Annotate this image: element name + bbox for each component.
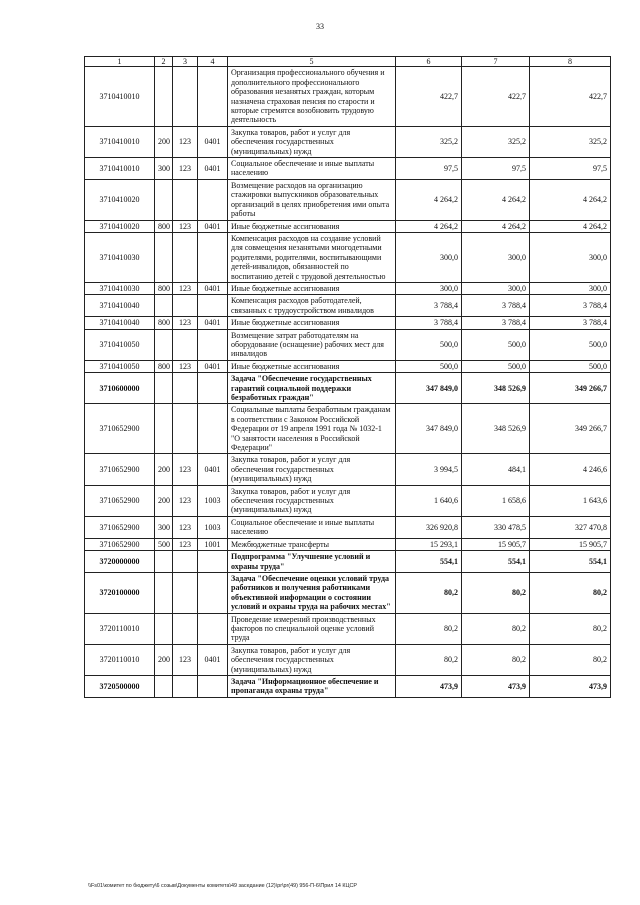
item-name-cell: Закупка товаров, работ и услуг для обеспечения государственных (муниципальных) нужд bbox=[228, 485, 396, 516]
amount-year1-cell: 422,7 bbox=[396, 67, 462, 126]
department-code-cell bbox=[173, 179, 198, 220]
table-row bbox=[85, 404, 611, 454]
amount-year3-cell: 473,9 bbox=[530, 675, 611, 697]
section-code-cell: 0401 bbox=[198, 317, 228, 329]
expense-type-cell bbox=[155, 329, 173, 360]
classifier-code-cell: 3710410020 bbox=[85, 220, 155, 232]
department-code-cell: 123 bbox=[173, 126, 198, 157]
amount-year2-cell: 3 788,4 bbox=[462, 295, 530, 317]
footer-file-path: \\Fs01\комитет по бюджету\6 созыв\Документы комитета\49 заседание (12)\pr\pr(49) 956-П-6\Прил 14 КЦСР bbox=[88, 883, 357, 889]
column-header: 6 bbox=[396, 57, 462, 67]
section-code-cell: 0401 bbox=[198, 158, 228, 180]
amount-year3-cell: 4 264,2 bbox=[530, 220, 611, 232]
item-name-cell: Социальное обеспечение и иные выплаты населению bbox=[228, 516, 396, 538]
amount-year3-cell: 554,1 bbox=[530, 551, 611, 573]
section-code-cell: 0401 bbox=[198, 220, 228, 232]
column-header: 2 bbox=[155, 57, 173, 67]
amount-year3-cell: 80,2 bbox=[530, 613, 611, 644]
table-row bbox=[85, 282, 611, 294]
classifier-code-cell: 3720110010 bbox=[85, 613, 155, 644]
expense-type-cell: 300 bbox=[155, 516, 173, 538]
department-code-cell bbox=[173, 404, 198, 454]
item-name-cell: Иные бюджетные ассигнования bbox=[228, 317, 396, 329]
classifier-code-cell: 3720110010 bbox=[85, 644, 155, 675]
classifier-code-cell: 3710410030 bbox=[85, 232, 155, 282]
department-code-cell: 123 bbox=[173, 454, 198, 485]
expense-type-cell bbox=[155, 232, 173, 282]
amount-year2-cell: 330 478,5 bbox=[462, 516, 530, 538]
amount-year1-cell: 4 264,2 bbox=[396, 179, 462, 220]
item-name-cell: Иные бюджетные ассигнования bbox=[228, 282, 396, 294]
item-name-cell: Закупка товаров, работ и услуг для обеспечения государственных (муниципальных) нужд bbox=[228, 644, 396, 675]
amount-year1-cell: 300,0 bbox=[396, 232, 462, 282]
amount-year1-cell: 325,2 bbox=[396, 126, 462, 157]
table-body bbox=[85, 67, 611, 697]
amount-year3-cell: 325,2 bbox=[530, 126, 611, 157]
amount-year2-cell: 97,5 bbox=[462, 158, 530, 180]
table-row bbox=[85, 373, 611, 404]
expense-type-cell: 200 bbox=[155, 485, 173, 516]
amount-year1-cell: 97,5 bbox=[396, 158, 462, 180]
department-code-cell: 123 bbox=[173, 485, 198, 516]
item-name-cell: Социальные выплаты безработным гражданам в соответствии с Законом Российской Федерации от 19 апреля 1991 года № 1032-1 "О занятости населения в Российской Федерации" bbox=[228, 404, 396, 454]
item-name-cell: Межбюджетные трансферты bbox=[228, 538, 396, 550]
table-row bbox=[85, 317, 611, 329]
item-name-cell: Закупка товаров, работ и услуг для обеспечения государственных (муниципальных) нужд bbox=[228, 454, 396, 485]
amount-year1-cell: 326 920,8 bbox=[396, 516, 462, 538]
column-header: 3 bbox=[173, 57, 198, 67]
amount-year3-cell: 80,2 bbox=[530, 644, 611, 675]
amount-year2-cell: 348 526,9 bbox=[462, 373, 530, 404]
budget-table bbox=[84, 56, 611, 698]
department-code-cell: 123 bbox=[173, 360, 198, 372]
section-code-cell: 1003 bbox=[198, 485, 228, 516]
classifier-code-cell: 3710410030 bbox=[85, 282, 155, 294]
expense-type-cell bbox=[155, 179, 173, 220]
amount-year1-cell: 1 640,6 bbox=[396, 485, 462, 516]
department-code-cell: 123 bbox=[173, 538, 198, 550]
section-code-cell: 1001 bbox=[198, 538, 228, 550]
amount-year1-cell: 300,0 bbox=[396, 282, 462, 294]
item-name-cell: Задача "Обеспечение государственных гарантий социальной поддержки безработных граждан" bbox=[228, 373, 396, 404]
amount-year1-cell: 3 994,5 bbox=[396, 454, 462, 485]
expense-type-cell: 500 bbox=[155, 538, 173, 550]
classifier-code-cell: 3720100000 bbox=[85, 572, 155, 613]
department-code-cell: 123 bbox=[173, 516, 198, 538]
expense-type-cell bbox=[155, 67, 173, 126]
table-row bbox=[85, 232, 611, 282]
amount-year2-cell: 500,0 bbox=[462, 329, 530, 360]
amount-year2-cell: 300,0 bbox=[462, 282, 530, 294]
expense-type-cell: 800 bbox=[155, 282, 173, 294]
table-row bbox=[85, 67, 611, 126]
amount-year2-cell: 15 905,7 bbox=[462, 538, 530, 550]
amount-year3-cell: 15 905,7 bbox=[530, 538, 611, 550]
section-code-cell bbox=[198, 295, 228, 317]
item-name-cell: Возмещение затрат работодателям на оборудование (оснащение) рабочих мест для инвалидов bbox=[228, 329, 396, 360]
column-header: 7 bbox=[462, 57, 530, 67]
amount-year1-cell: 4 264,2 bbox=[396, 220, 462, 232]
amount-year1-cell: 80,2 bbox=[396, 613, 462, 644]
amount-year2-cell: 4 264,2 bbox=[462, 220, 530, 232]
section-code-cell: 1003 bbox=[198, 516, 228, 538]
amount-year2-cell: 4 264,2 bbox=[462, 179, 530, 220]
item-name-cell: Организация профессионального обучения и дополнительного профессионального образования незанятых граждан, которым назначена страховая пенсия по старости и которые стремятся возобновить трудовую деятельность bbox=[228, 67, 396, 126]
expense-type-cell bbox=[155, 572, 173, 613]
classifier-code-cell: 3710652900 bbox=[85, 454, 155, 485]
amount-year2-cell: 484,1 bbox=[462, 454, 530, 485]
amount-year3-cell: 4 246,6 bbox=[530, 454, 611, 485]
table-row bbox=[85, 295, 611, 317]
table-row bbox=[85, 126, 611, 157]
classifier-code-cell: 3710410040 bbox=[85, 295, 155, 317]
item-name-cell: Проведение измерений производственных факторов по специальной оценке условий труда bbox=[228, 613, 396, 644]
amount-year3-cell: 500,0 bbox=[530, 329, 611, 360]
department-code-cell: 123 bbox=[173, 317, 198, 329]
table-row bbox=[85, 613, 611, 644]
department-code-cell: 123 bbox=[173, 220, 198, 232]
department-code-cell: 123 bbox=[173, 282, 198, 294]
section-code-cell bbox=[198, 179, 228, 220]
table-row bbox=[85, 220, 611, 232]
classifier-code-cell: 3710410010 bbox=[85, 158, 155, 180]
expense-type-cell: 300 bbox=[155, 158, 173, 180]
expense-type-cell bbox=[155, 551, 173, 573]
table-row bbox=[85, 516, 611, 538]
item-name-cell: Иные бюджетные ассигнования bbox=[228, 220, 396, 232]
amount-year3-cell: 300,0 bbox=[530, 282, 611, 294]
department-code-cell bbox=[173, 675, 198, 697]
table-row bbox=[85, 644, 611, 675]
amount-year3-cell: 500,0 bbox=[530, 360, 611, 372]
amount-year1-cell: 554,1 bbox=[396, 551, 462, 573]
amount-year2-cell: 554,1 bbox=[462, 551, 530, 573]
amount-year3-cell: 4 264,2 bbox=[530, 179, 611, 220]
table-row bbox=[85, 485, 611, 516]
item-name-cell: Компенсация расходов работодателей, связанных с трудоустройством инвалидов bbox=[228, 295, 396, 317]
amount-year1-cell: 3 788,4 bbox=[396, 295, 462, 317]
section-code-cell: 0401 bbox=[198, 282, 228, 294]
amount-year1-cell: 80,2 bbox=[396, 644, 462, 675]
department-code-cell: 123 bbox=[173, 158, 198, 180]
table-row bbox=[85, 551, 611, 573]
department-code-cell bbox=[173, 232, 198, 282]
section-code-cell bbox=[198, 232, 228, 282]
expense-type-cell bbox=[155, 373, 173, 404]
amount-year2-cell: 80,2 bbox=[462, 613, 530, 644]
table-row bbox=[85, 158, 611, 180]
amount-year3-cell: 327 470,8 bbox=[530, 516, 611, 538]
expense-type-cell bbox=[155, 613, 173, 644]
table-row bbox=[85, 360, 611, 372]
amount-year3-cell: 422,7 bbox=[530, 67, 611, 126]
section-code-cell bbox=[198, 404, 228, 454]
department-code-cell bbox=[173, 551, 198, 573]
amount-year1-cell: 347 849,0 bbox=[396, 373, 462, 404]
item-name-cell: Социальное обеспечение и иные выплаты населению bbox=[228, 158, 396, 180]
expense-type-cell: 200 bbox=[155, 126, 173, 157]
amount-year1-cell: 3 788,4 bbox=[396, 317, 462, 329]
amount-year3-cell: 1 643,6 bbox=[530, 485, 611, 516]
item-name-cell: Компенсация расходов на создание условий для совмещения незанятыми многодетными родителями, родителями, воспитывающими детей-инвалидов, обязанностей по воспитанию детей с трудовой деятельностью bbox=[228, 232, 396, 282]
table-row bbox=[85, 329, 611, 360]
amount-year2-cell: 1 658,6 bbox=[462, 485, 530, 516]
column-header: 1 bbox=[85, 57, 155, 67]
column-header: 5 bbox=[228, 57, 396, 67]
table-row bbox=[85, 179, 611, 220]
expense-type-cell bbox=[155, 295, 173, 317]
department-code-cell bbox=[173, 295, 198, 317]
classifier-code-cell: 3710410050 bbox=[85, 329, 155, 360]
classifier-code-cell: 3720500000 bbox=[85, 675, 155, 697]
classifier-code-cell: 3710600000 bbox=[85, 373, 155, 404]
item-name-cell: Иные бюджетные ассигнования bbox=[228, 360, 396, 372]
section-code-cell bbox=[198, 675, 228, 697]
table-row bbox=[85, 538, 611, 550]
department-code-cell bbox=[173, 373, 198, 404]
amount-year1-cell: 500,0 bbox=[396, 329, 462, 360]
amount-year3-cell: 349 266,7 bbox=[530, 373, 611, 404]
classifier-code-cell: 3710410050 bbox=[85, 360, 155, 372]
column-number-row bbox=[85, 57, 611, 67]
item-name-cell: Закупка товаров, работ и услуг для обеспечения государственных (муниципальных) нужд bbox=[228, 126, 396, 157]
department-code-cell bbox=[173, 329, 198, 360]
section-code-cell bbox=[198, 613, 228, 644]
item-name-cell: Возмещение расходов на организацию стажировки выпускников образовательных организаций в целях приобретения ими опыта работы bbox=[228, 179, 396, 220]
classifier-code-cell: 3710410020 bbox=[85, 179, 155, 220]
amount-year2-cell: 500,0 bbox=[462, 360, 530, 372]
section-code-cell: 0401 bbox=[198, 644, 228, 675]
expense-type-cell bbox=[155, 675, 173, 697]
classifier-code-cell: 3710652900 bbox=[85, 538, 155, 550]
department-code-cell: 123 bbox=[173, 644, 198, 675]
amount-year1-cell: 500,0 bbox=[396, 360, 462, 372]
section-code-cell bbox=[198, 329, 228, 360]
section-code-cell bbox=[198, 67, 228, 126]
amount-year3-cell: 80,2 bbox=[530, 572, 611, 613]
amount-year2-cell: 80,2 bbox=[462, 644, 530, 675]
amount-year2-cell: 473,9 bbox=[462, 675, 530, 697]
column-header: 8 bbox=[530, 57, 611, 67]
amount-year2-cell: 348 526,9 bbox=[462, 404, 530, 454]
section-code-cell bbox=[198, 572, 228, 613]
expense-type-cell bbox=[155, 404, 173, 454]
classifier-code-cell: 3710410040 bbox=[85, 317, 155, 329]
classifier-code-cell: 3710410010 bbox=[85, 67, 155, 126]
section-code-cell: 0401 bbox=[198, 126, 228, 157]
amount-year1-cell: 473,9 bbox=[396, 675, 462, 697]
expense-type-cell: 200 bbox=[155, 454, 173, 485]
table-row bbox=[85, 572, 611, 613]
amount-year2-cell: 80,2 bbox=[462, 572, 530, 613]
classifier-code-cell: 3710652900 bbox=[85, 485, 155, 516]
section-code-cell bbox=[198, 373, 228, 404]
department-code-cell bbox=[173, 613, 198, 644]
item-name-cell: Подпрограмма "Улучшение условий и охраны труда" bbox=[228, 551, 396, 573]
amount-year2-cell: 300,0 bbox=[462, 232, 530, 282]
classifier-code-cell: 3710410010 bbox=[85, 126, 155, 157]
amount-year1-cell: 80,2 bbox=[396, 572, 462, 613]
expense-type-cell: 800 bbox=[155, 360, 173, 372]
amount-year3-cell: 349 266,7 bbox=[530, 404, 611, 454]
section-code-cell: 0401 bbox=[198, 454, 228, 485]
page-number: 33 bbox=[316, 22, 324, 31]
expense-type-cell: 800 bbox=[155, 220, 173, 232]
classifier-code-cell: 3710652900 bbox=[85, 404, 155, 454]
item-name-cell: Задача "Обеспечение оценки условий труда работников и получения работниками объективной информации о состоянии условий и охраны труда на рабочих местах" bbox=[228, 572, 396, 613]
classifier-code-cell: 3720000000 bbox=[85, 551, 155, 573]
amount-year2-cell: 422,7 bbox=[462, 67, 530, 126]
amount-year1-cell: 347 849,0 bbox=[396, 404, 462, 454]
section-code-cell: 0401 bbox=[198, 360, 228, 372]
item-name-cell: Задача "Информационное обеспечение и пропаганда охраны труда" bbox=[228, 675, 396, 697]
amount-year1-cell: 15 293,1 bbox=[396, 538, 462, 550]
department-code-cell bbox=[173, 572, 198, 613]
section-code-cell bbox=[198, 551, 228, 573]
amount-year2-cell: 3 788,4 bbox=[462, 317, 530, 329]
classifier-code-cell: 3710652900 bbox=[85, 516, 155, 538]
expense-type-cell: 800 bbox=[155, 317, 173, 329]
table-row bbox=[85, 675, 611, 697]
department-code-cell bbox=[173, 67, 198, 126]
amount-year3-cell: 3 788,4 bbox=[530, 317, 611, 329]
amount-year3-cell: 300,0 bbox=[530, 232, 611, 282]
amount-year3-cell: 97,5 bbox=[530, 158, 611, 180]
expense-type-cell: 200 bbox=[155, 644, 173, 675]
amount-year2-cell: 325,2 bbox=[462, 126, 530, 157]
column-header: 4 bbox=[198, 57, 228, 67]
table-row bbox=[85, 454, 611, 485]
amount-year3-cell: 3 788,4 bbox=[530, 295, 611, 317]
